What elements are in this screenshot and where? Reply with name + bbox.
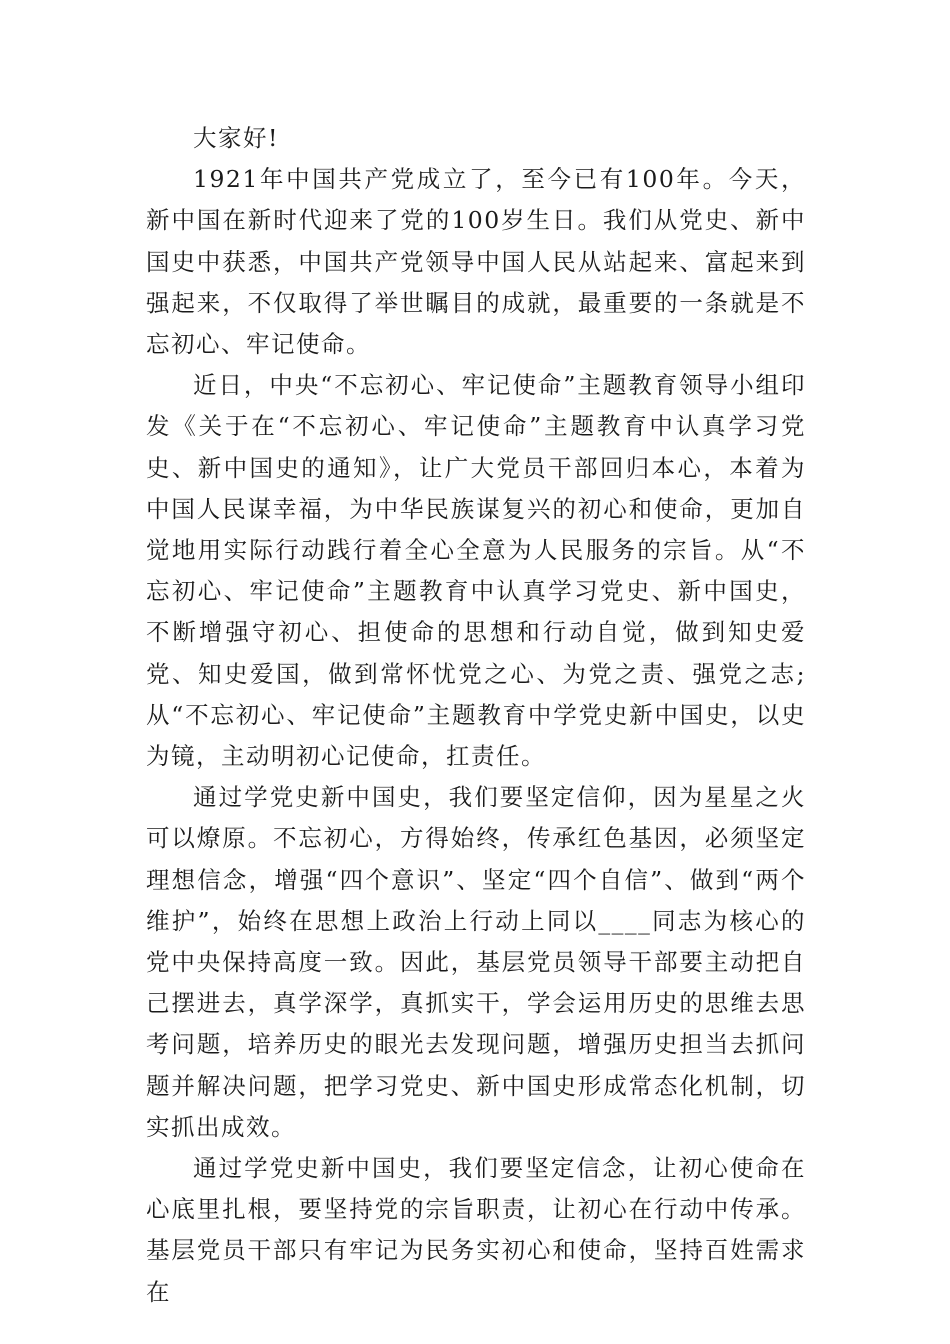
body-paragraph-conviction: 通过学党史新中国史，我们要坚定信念，让初心使命在心底里扎根，要坚持党的宗旨职责，让初心在行动中传承。基层党员干部只有牢记为民务实初心和使命，坚持百姓需求在 (146, 1154, 806, 1306)
body-paragraph-anniversary: 1921年中国共产党成立了，至今已有100年。今天，新中国在新时代迎来了党的100岁生日。我们从党史、新中国史中获悉，中国共产党领导中国人民从站起来、富起来到强起来，不仅取得了举世瞩目的成就，最重要的一条就是不忘初心、牢记使命。 (146, 165, 806, 359)
greeting-paragraph: 大家好! (193, 124, 279, 152)
document-body (146, 118, 806, 1313)
body-paragraph-belief: 通过学党史新中国史，我们要坚定信仰，因为星星之火可以燎原。不忘初心，方得始终，传承红色基因，必须坚定理想信念，增强“四个意识”、坚定“四个自信”、做到“两个维护”，始终在思想上政治上行动上同以____同志为核心的党中央保持高度一致。因此，基层党员领导干部要主动把自己摆进去，真学深学，真抓实干，学会运用历史的思维去思考问题，培养历史的眼光去发现问题，增强历史担当去抓问题并解决问题，把学习党史、新中国史形成常态化机制，切实抓出成效。 (146, 783, 806, 1141)
body-paragraph-notice: 近日，中央“不忘初心、牢记使命”主题教育领导小组印发《关于在“不忘初心、牢记使命”主题教育中认真学习党史、新中国史的通知》，让广大党员干部回归本心，本着为中国人民谋幸福，为中华民族谋复兴的初心和使命，更加自觉地用实际行动践行着全心全意为人民服务的宗旨。从“不忘初心、牢记使命”主题教育中认真学习党史、新中国史，不断增强守初心、担使命的思想和行动自觉，做到知史爱党、知史爱国，做到常怀忧党之心、为党之责、强党之志;从“不忘初心、牢记使命”主题教育中学党史新中国史，以史为镜，主动明初心记使命，扛责任。 (146, 371, 806, 771)
